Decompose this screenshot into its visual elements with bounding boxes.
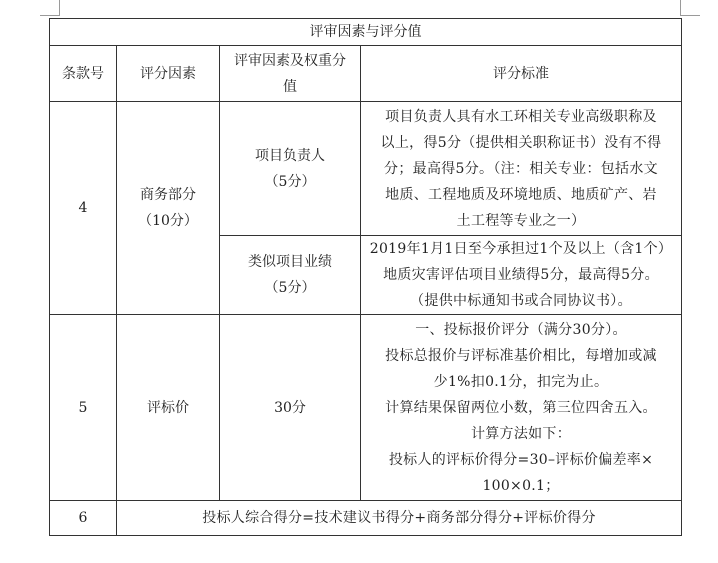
- factor-cell: [117, 102, 220, 315]
- table-title-row: [50, 19, 682, 46]
- table-header-row: [50, 46, 682, 102]
- table-row: [50, 501, 682, 536]
- standard-line: 土工程等专业之一）: [456, 212, 586, 229]
- item-name: 类似项目业绩: [248, 254, 332, 270]
- header-weight-text: 评审因素及权重分值: [234, 52, 346, 95]
- header-clause-no: 条款号: [50, 46, 117, 102]
- standard-line: 地质、工程地质及环境地质、地质矿产、岩: [385, 186, 657, 203]
- header-standard: 评分标准: [361, 46, 682, 102]
- crop-mark-right-horizontal: [680, 15, 700, 16]
- factor-score: （10分）: [138, 213, 198, 229]
- weight-cell: [220, 236, 361, 315]
- standard-line: 一、投标报价评分（满分30分）。: [415, 321, 627, 338]
- clause-no-cell: 6: [50, 501, 117, 536]
- standard-cell: [361, 315, 682, 501]
- standard-line: （提供中标通知书或合同协议书）。: [410, 293, 632, 309]
- standard-line: 分；最高得5分。（注：相关专业：包括水文: [384, 160, 658, 177]
- table-row: [50, 315, 682, 501]
- standard-line: 100×0.1；: [482, 477, 560, 494]
- table-title: 评审因素与评分值: [50, 19, 682, 46]
- standard-line: 2019年1月1日至今承担过1个及以上（含1个）: [369, 241, 673, 257]
- standard-cell: [361, 236, 682, 315]
- item-name: 项目负责人: [255, 147, 325, 164]
- standard-line: 计算结果保留两位小数，第三位四舍五入。: [385, 399, 657, 416]
- crop-mark-left-horizontal: [40, 15, 60, 16]
- weight-cell: 30分: [220, 315, 361, 501]
- crop-mark-right-vertical: [680, 0, 681, 16]
- factor-name: 商务部分: [140, 187, 196, 203]
- standard-cell: [361, 102, 682, 236]
- item-score: （5分）: [264, 280, 316, 296]
- header-factor: 评分因素: [117, 46, 220, 102]
- page-corner-marks: [0, 0, 718, 20]
- standard-line: 以上，得5分（提供相关职称证书）没有不得: [380, 134, 662, 151]
- table-row: [50, 102, 682, 236]
- clause-no-cell: 5: [50, 315, 117, 501]
- header-weight: [220, 46, 361, 102]
- clause-no-cell: 4: [50, 102, 117, 315]
- standard-line: 计算方法如下：: [470, 425, 572, 442]
- standard-line: 少1%扣0.1分，扣完为止。: [433, 373, 609, 390]
- standard-line: 投标人的评标价得分=30–评标价偏差率×: [388, 451, 654, 468]
- total-score-formula: 投标人综合得分=技术建议书得分+商务部分得分+评标价得分: [117, 501, 682, 536]
- factor-cell: 评标价: [117, 315, 220, 501]
- weight-cell: [220, 102, 361, 236]
- crop-mark-left-vertical: [59, 0, 60, 16]
- standard-line: 投标总报价与评标准基价相比，每增加或减: [385, 347, 657, 364]
- standard-line: 项目负责人具有水工环相关专业高级职称及: [385, 108, 657, 125]
- standard-line: 地质灾害评估项目业绩得5分，最高得5分。: [383, 267, 659, 283]
- review-factors-table: [49, 18, 682, 536]
- item-score: （5分）: [264, 173, 316, 190]
